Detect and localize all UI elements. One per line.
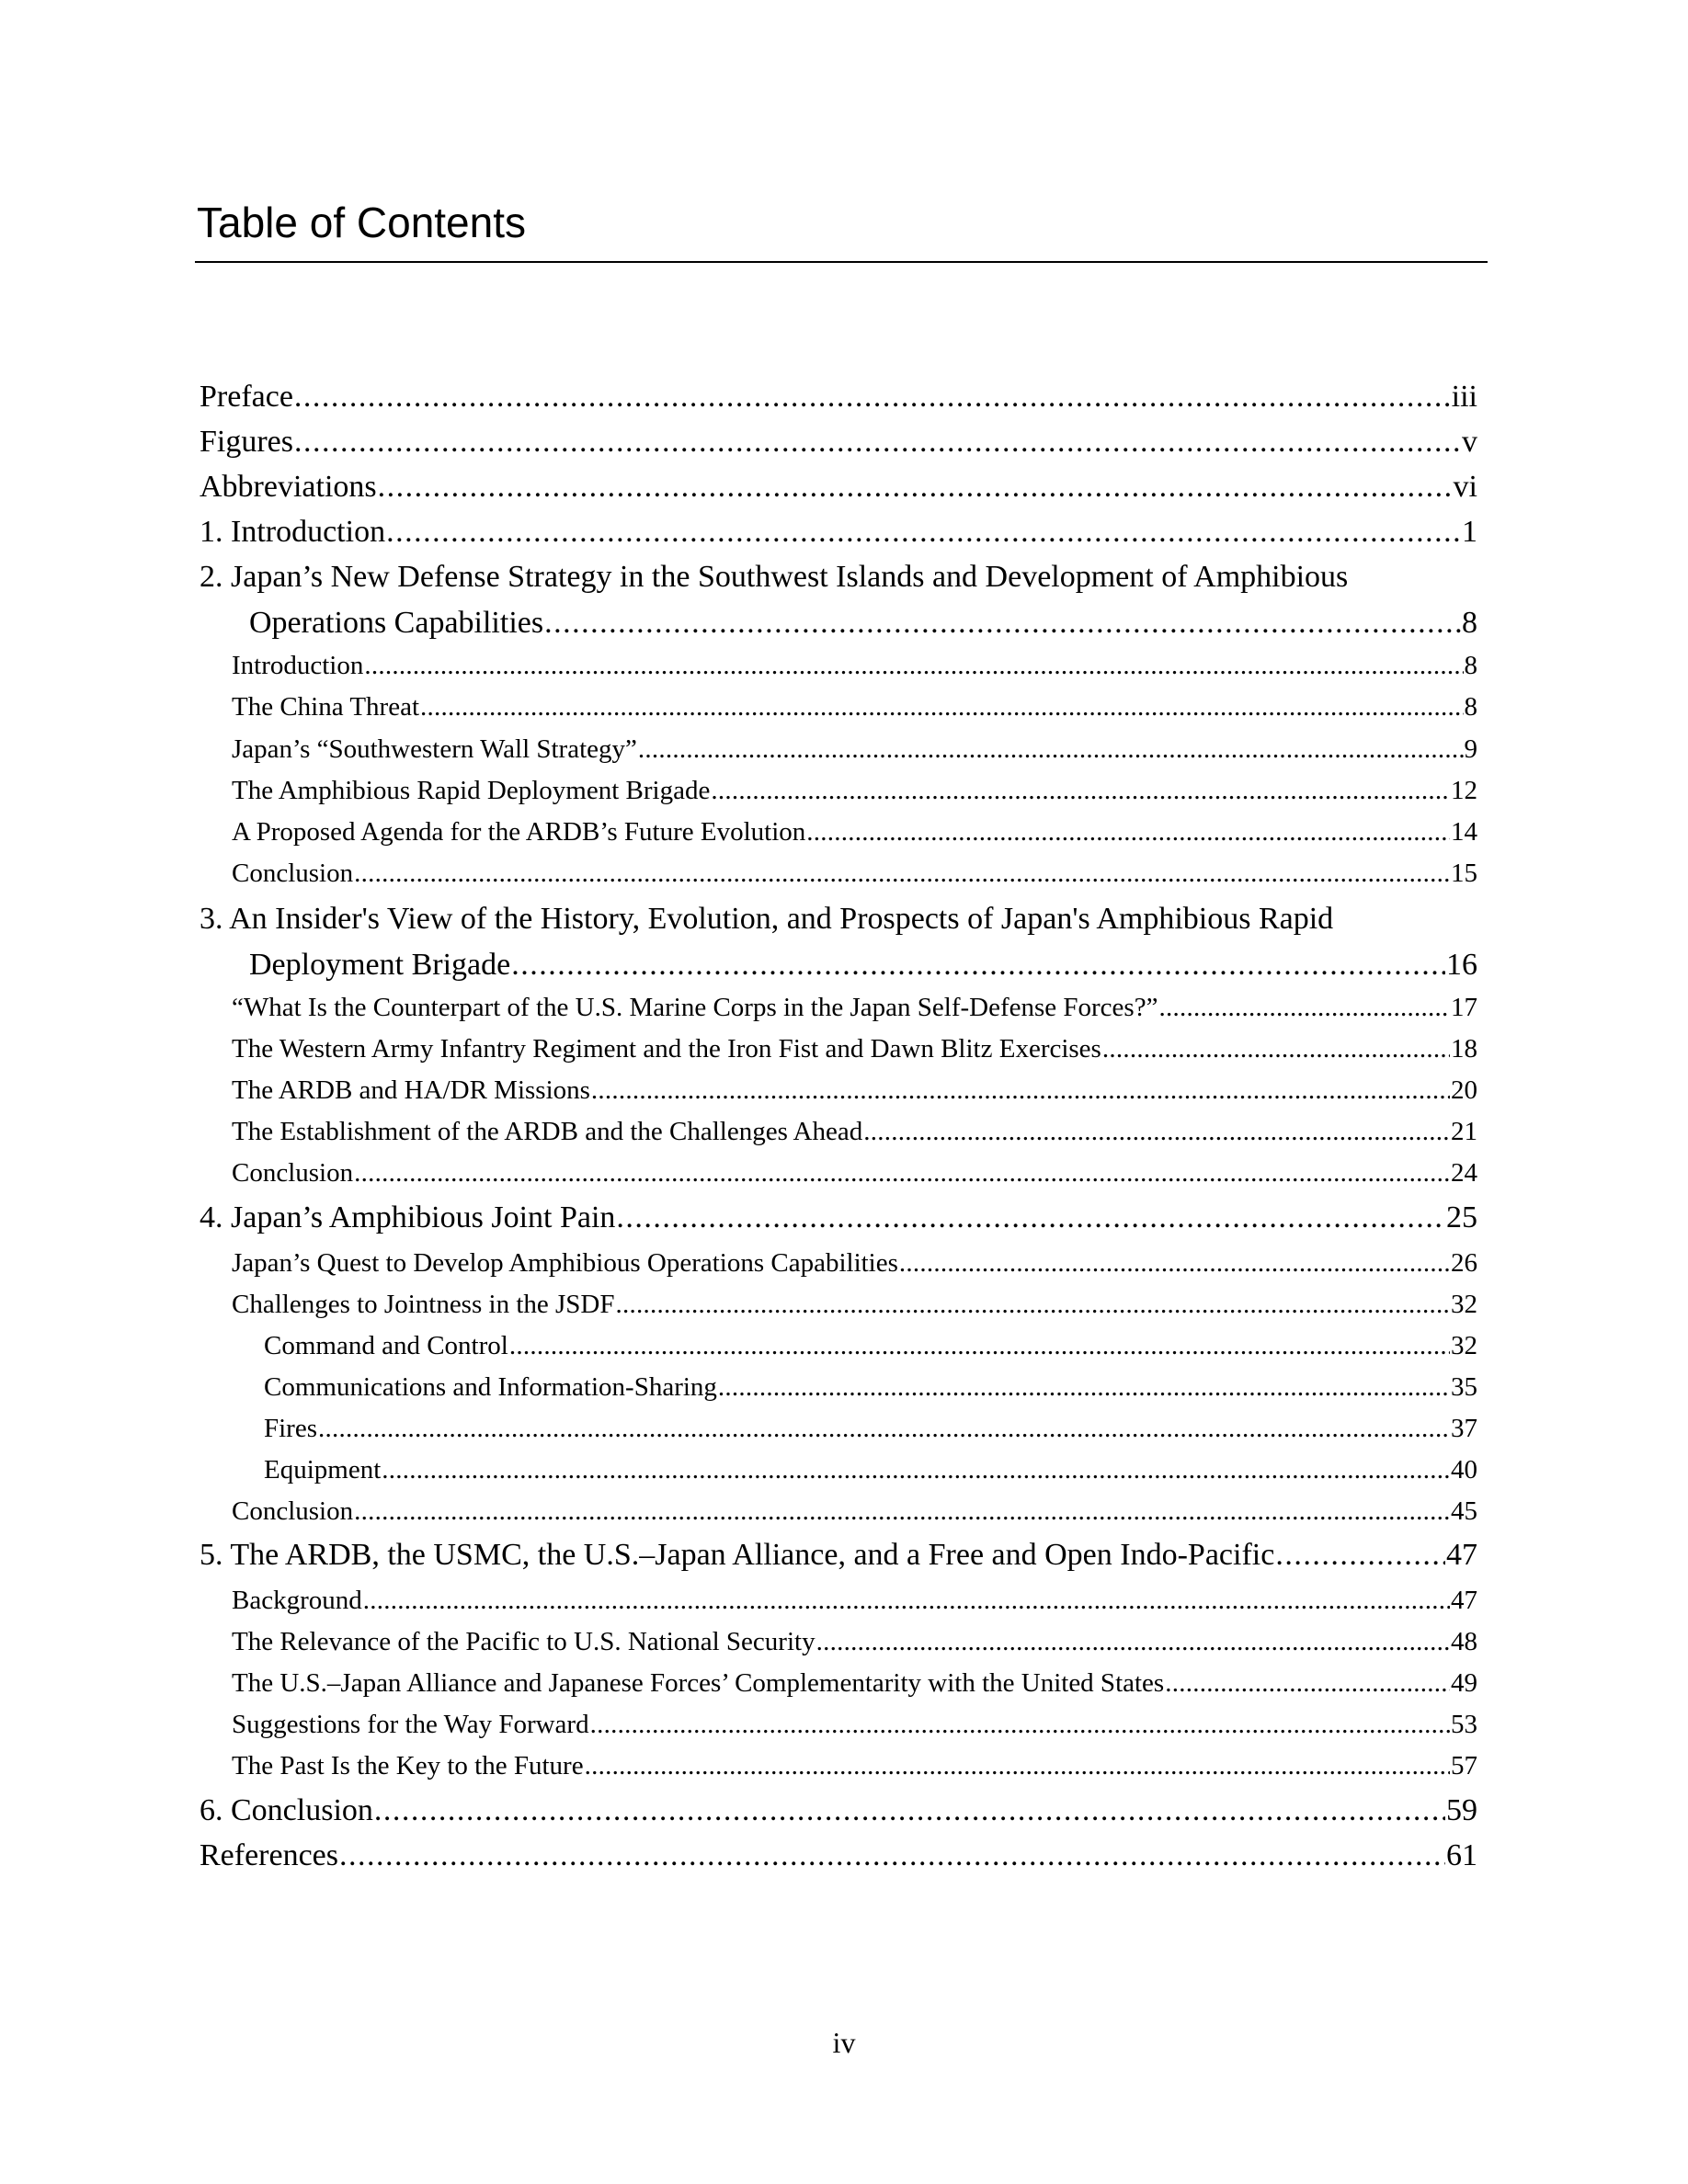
toc-entry-chapter-1[interactable] xyxy=(200,505,1477,560)
toc-entry-chapter-2[interactable] xyxy=(200,554,1477,646)
toc-page-number: iii xyxy=(1451,380,1477,414)
toc-page-number: 57 xyxy=(1451,1751,1477,1780)
toc-page-number: 12 xyxy=(1451,776,1477,805)
toc-page-number: 8 xyxy=(1464,651,1477,680)
toc-entry-title: “What Is the Counterpart of the U.S. Marine Corps in the Japan Self-Defense Forces?” xyxy=(232,993,1158,1022)
dot-leader xyxy=(386,505,1461,560)
toc-page-number: 8 xyxy=(1464,692,1477,722)
toc-entry-title: The ARDB and HA/DR Missions xyxy=(232,1075,590,1105)
toc-entry-title: References xyxy=(200,1838,339,1872)
toc-entry-title: Figures xyxy=(200,425,293,459)
toc-entry-title: Japan’s Quest to Develop Amphibious Operations Capabilities xyxy=(232,1248,898,1278)
toc-entry-title: The China Threat xyxy=(232,692,420,722)
toc-entry-title: 6. Conclusion xyxy=(200,1793,373,1827)
toc-entry-title: Command and Control xyxy=(264,1331,508,1360)
toc-page-number: 18 xyxy=(1451,1034,1477,1064)
toc-page-number: 61 xyxy=(1446,1838,1477,1872)
toc-page-number: 1 xyxy=(1462,515,1477,549)
toc-page-number: 8 xyxy=(1462,606,1477,640)
toc-entry-title: 5. The ARDB, the USMC, the U.S.–Japan Alliance, and a Free and Open Indo-Pacific xyxy=(200,1538,1275,1572)
toc-entry-section[interactable] xyxy=(200,846,1477,901)
toc-page-number: v xyxy=(1462,425,1477,459)
toc-entry-references[interactable] xyxy=(200,1828,1477,1883)
toc-page-number: 45 xyxy=(1451,1496,1477,1526)
toc-entry-title: Conclusion xyxy=(232,859,354,888)
toc-page-number: 47 xyxy=(1451,1586,1477,1615)
toc-entry-title: Fires xyxy=(264,1414,317,1443)
toc-entry-title: Deployment Brigade xyxy=(249,948,511,982)
toc-entry-title: Japan’s “Southwestern Wall Strategy” xyxy=(232,734,637,764)
toc-page-number: 32 xyxy=(1451,1331,1477,1360)
toc-entry-chapter-3[interactable] xyxy=(200,896,1477,988)
toc-entry-title: The U.S.–Japan Alliance and Japanese Forces’ Complementarity with the United States xyxy=(232,1668,1165,1698)
toc-page-number: 16 xyxy=(1446,948,1477,982)
toc-page-number: 20 xyxy=(1451,1075,1477,1105)
toc-entry-title: Challenges to Jointness in the JSDF xyxy=(232,1290,615,1319)
toc-entry-title: Conclusion xyxy=(232,1496,354,1526)
toc-entry-title: Communications and Information-Sharing xyxy=(264,1372,717,1402)
toc-entry-title: Operations Capabilities xyxy=(249,606,544,640)
toc-page-number: 24 xyxy=(1451,1158,1477,1188)
toc-page-number: 40 xyxy=(1451,1455,1477,1484)
toc-page-number: 35 xyxy=(1451,1372,1477,1402)
toc-page-number: 37 xyxy=(1451,1414,1477,1443)
toc-page-number: 47 xyxy=(1446,1538,1477,1572)
page-number: iv xyxy=(832,2026,856,2059)
toc-entry-title: The Western Army Infantry Regiment and the Iron Fist and Dawn Blitz Exercises xyxy=(232,1034,1101,1064)
toc-page-number: 17 xyxy=(1451,993,1477,1022)
toc-entry-title: Abbreviations xyxy=(200,470,377,504)
toc-entry-title: The Establishment of the ARDB and the Challenges Ahead xyxy=(232,1117,863,1146)
page-title: Table of Contents xyxy=(197,199,527,246)
toc-page-number: 53 xyxy=(1451,1710,1477,1739)
toc-page-number: 25 xyxy=(1446,1200,1477,1234)
dot-leader xyxy=(339,1828,1445,1883)
toc-page-number: 15 xyxy=(1451,859,1477,888)
toc-entry-title: Suggestions for the Way Forward xyxy=(232,1710,589,1739)
toc-page-number: 32 xyxy=(1451,1290,1477,1319)
toc-entry-title-line1: 3. An Insider's View of the History, Evolution, and Prospects of Japan's Amphibious Rapid xyxy=(200,902,1334,936)
toc-page-number: vi xyxy=(1453,470,1477,504)
toc-entry-title: 4. Japan’s Amphibious Joint Pain xyxy=(200,1200,616,1234)
toc-page-number: 59 xyxy=(1446,1793,1477,1827)
toc-entry-title: Introduction xyxy=(232,651,364,680)
toc-entry-title: A Proposed Agenda for the ARDB’s Future Evolution xyxy=(232,817,806,847)
table-of-contents xyxy=(200,0,1477,2184)
toc-entry-title: 1. Introduction xyxy=(200,515,386,549)
toc-entry-title: The Amphibious Rapid Deployment Brigade xyxy=(232,776,711,805)
toc-page-number: 14 xyxy=(1451,817,1477,847)
dot-leader xyxy=(354,846,1450,901)
toc-entry-title: Background xyxy=(232,1586,362,1615)
toc-page-number: 9 xyxy=(1464,734,1477,764)
toc-page-number: 21 xyxy=(1451,1117,1477,1146)
toc-entry-title-line1: 2. Japan’s New Defense Strategy in the Southwest Islands and Development of Amphibious xyxy=(200,560,1349,594)
toc-entry-title: The Past Is the Key to the Future xyxy=(232,1751,584,1780)
toc-page-number: 48 xyxy=(1451,1627,1477,1656)
toc-page-number: 26 xyxy=(1451,1248,1477,1278)
toc-entry-title: Conclusion xyxy=(232,1158,354,1188)
toc-entry-title: The Relevance of the Pacific to U.S. National Security xyxy=(232,1627,815,1656)
toc-entry-title: Preface xyxy=(200,380,293,414)
toc-entry-title: Equipment xyxy=(264,1455,382,1484)
toc-page-number: 49 xyxy=(1451,1668,1477,1698)
